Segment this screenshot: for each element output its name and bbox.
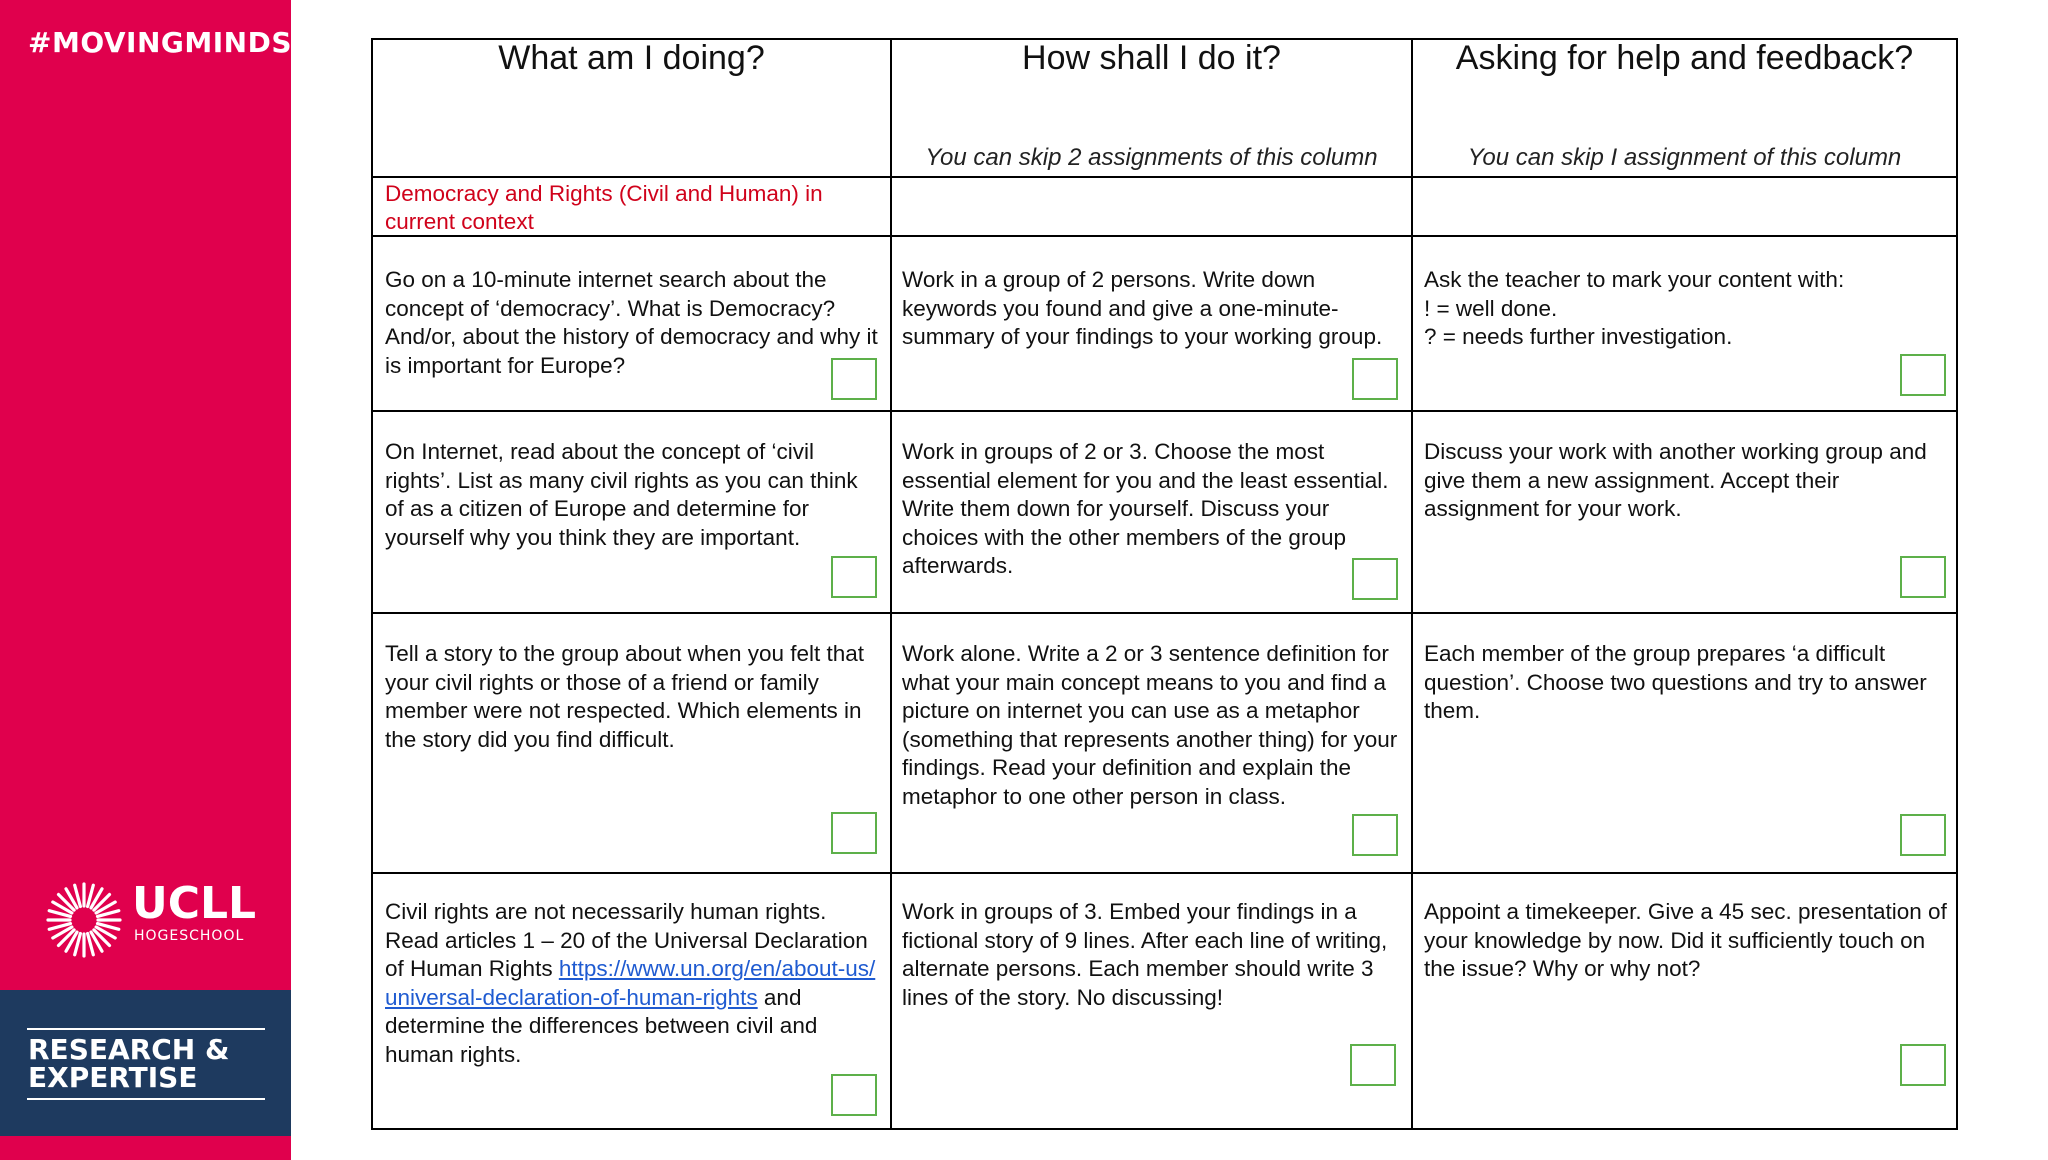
checkbox-r4c1[interactable] [831,1074,877,1116]
row4-col1-post: and determine the differences between civil and human rights. [385,984,818,1067]
row2-col2-text: Work in groups of 2 or 3. Choose the most essential element for you and the least essential. Write them down for yourself. Discuss your choices with the other members of the group afterwards. [902,439,1389,579]
row4-col1-pre: Civil rights are not necessarily human rights. Read articles 1 – 20 of the Universal Declaration of Human Rights [385,899,868,982]
row1-col1-text: Go on a 10-minute internet search about the concept of ‘democracy’. What is Democracy? And/or, about the history of democracy and why it is important for Europe? [385,267,878,378]
header-note-3: You can skip I assignment of this column [1467,144,1902,171]
row3-col1-text: Tell a story to the group about when you felt that your civil rights or those of a friend or family member were not respected. Which elements in the story did you find difficult. [385,641,865,752]
row4-col1-text [385,898,880,1070]
divider-bottom [27,1098,265,1100]
divider-top [27,1028,265,1030]
checkbox-r3c2[interactable] [1352,814,1398,856]
row2-col1-text: On Internet, read about the concept of ‘civil rights’. List as many civil rights as you can think of as a citizen of Europe and determine for yourself why you think they are important. [385,439,858,550]
column-divider-2 [1411,40,1413,1128]
row1-col3-text [1424,266,1949,352]
header-note-2: You can skip 2 assignments of this column [925,144,1378,171]
checkbox-r2c2[interactable] [1352,558,1398,600]
row1-col3-line1: Ask the teacher to mark your content with: [1424,267,1845,292]
row4-col2-text: Work in groups of 3. Embed your findings in a fictional story of 9 lines. After each line of writing, alternate persons. Each member should write 3 lines of the story. No discussing! [902,899,1388,1010]
checkbox-r4c2[interactable] [1350,1044,1396,1086]
hashtag-label: #MOVINGMINDS [28,26,293,59]
logo-name: UCLL [132,878,257,929]
row-divider-1 [373,410,1956,412]
header-title-1: What am I doing? [498,39,765,77]
header-cell-1 [373,40,890,176]
checkbox-r2c3[interactable] [1900,556,1946,598]
checkbox-r2c1[interactable] [831,556,877,598]
research-expertise-block [0,990,291,1136]
assignment-table [371,38,1958,1130]
sunburst-logo-icon [44,880,124,960]
row4-col3-text: Appoint a timekeeper. Give a 45 sec. presentation of your knowledge by now. Did it sufficiently touch on the issue? Why or why not? [1424,899,1947,982]
checkbox-r4c3[interactable] [1900,1044,1946,1086]
header-cell-2 [892,40,1411,176]
row3-col2-text: Work alone. Write a 2 or 3 sentence definition for what your main concept means to you and find a picture on internet you can use as a metaphor (something that represents another thing) for your findings. Read your definition and explain the metaphor to one other person in class. [902,641,1398,809]
row-divider-2 [373,612,1956,614]
header-title-2: How shall I do it? [1022,39,1281,77]
logo-subtitle: HOGESCHOOL [134,928,245,944]
row3-col3-text: Each member of the group prepares ‘a difficult question’. Choose two questions and try to answer them. [1424,641,1927,724]
udhr-link[interactable]: https://www.un.org/en/about-us/universal-declaration-of-human-rights [385,956,876,1010]
checkbox-r3c1[interactable] [831,812,877,854]
header-cell-3 [1413,40,1956,176]
row2-col3-text: Discuss your work with another working group and give them a new assignment. Accept their assignment for your work. [1424,439,1927,522]
checkbox-r1c2[interactable] [1352,358,1398,400]
checkbox-r1c3[interactable] [1900,354,1946,396]
row1-col2-text: Work in a group of 2 persons. Write down keywords you found and give a one-minute-summary of your findings to your working group. [902,267,1383,350]
checkbox-r3c3[interactable] [1900,814,1946,856]
row1-col3-line3: ? = needs further investigation. [1424,324,1733,350]
research-label-line1: RESEARCH & [28,1033,230,1066]
research-label-line2: EXPERTISE [28,1061,198,1094]
column-divider-1 [890,40,892,1128]
row1-col3-line2: ! = well done. [1424,295,1558,321]
research-label [28,1033,230,1094]
topic-label: Democracy and Rights (Civil and Human) in current context [385,181,823,234]
sidebar [0,0,291,1160]
row-divider-header [373,176,1956,178]
ucll-logo [44,880,264,960]
row-divider-3 [373,872,1956,874]
checkbox-r1c1[interactable] [831,358,877,400]
header-title-3: Asking for help and feedback? [1455,39,1914,77]
